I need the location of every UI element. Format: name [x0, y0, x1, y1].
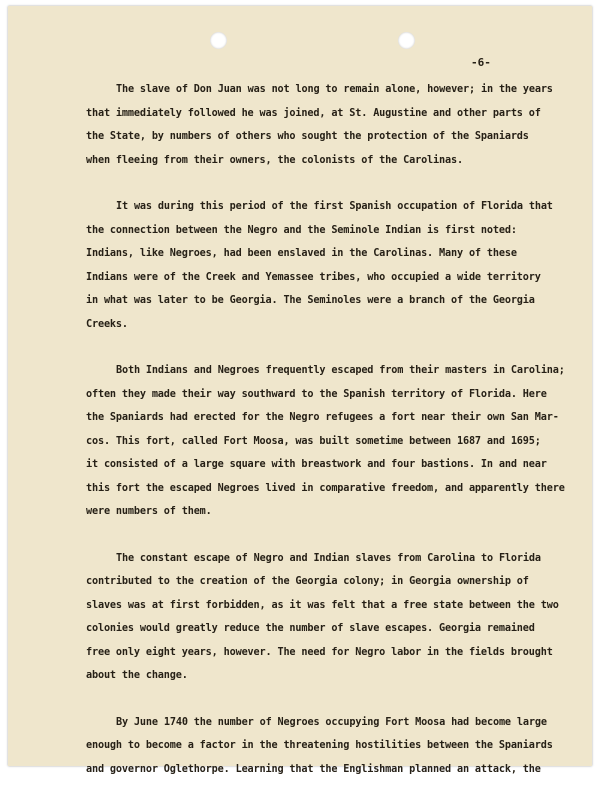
paragraph-5: [86, 711, 556, 782]
text-line: and governor Oglethorpe. Learning that the Englishman planned an attack, the: [86, 763, 541, 775]
paragraph-3: [86, 359, 565, 524]
text-line: Both Indians and Negroes frequently escaped from their masters in Carolina;: [116, 365, 565, 376]
text-line: when fleeing from their owners, the colonists of the Carolinas.: [86, 154, 463, 166]
text-line: Creeks.: [86, 318, 128, 330]
text-line: slaves was at first forbidden, as it was felt that a free state between the two: [86, 599, 559, 611]
text-line: enough to become a factor in the threatening hostilities between the Spaniards: [86, 740, 553, 751]
text-line: the connection between the Negro and the Seminole Indian is first noted:: [86, 224, 517, 236]
body-text: [86, 78, 565, 804]
text-line: free only eight years, however. The need for Negro labor in the fields brought: [86, 646, 553, 658]
text-line: The constant escape of Negro and Indian slaves from Carolina to Florida: [116, 552, 541, 564]
paragraph-1: [86, 78, 556, 172]
text-line: the State, by numbers of others who sought the protection of the Spaniards: [86, 131, 529, 142]
paragraph-4: [86, 547, 559, 688]
text-line: about the change.: [86, 670, 188, 681]
punch-hole-right: [398, 32, 415, 49]
text-line: this fort the escaped Negroes lived in comparative freedom, and apparently there: [86, 482, 565, 494]
text-line: The slave of Don Juan was not long to remain alone, however; in the years: [116, 84, 553, 95]
text-line: contributed to the creation of the Georgia colony; in Georgia ownership of: [86, 576, 529, 587]
text-line: the Spaniards had erected for the Negro refugees a fort near their own San Mar-: [86, 412, 559, 423]
text-line: were numbers of them.: [86, 506, 212, 517]
text-line: colonies would greatly reduce the number of slave escapes. Georgia remained: [86, 623, 535, 634]
text-line: cos. This fort, called Fort Moosa, was built sometime between 1687 and 1695;: [86, 435, 541, 447]
text-line: in what was later to be Georgia. The Seminoles were a branch of the Georgia: [86, 295, 535, 306]
text-line: It was during this period of the first Spanish occupation of Florida that: [116, 201, 553, 212]
text-line: that immediately followed he was joined, at St. Augustine and other parts of: [86, 107, 541, 119]
text-line: it consisted of a large square with breastwork and four bastions. In and near: [86, 459, 547, 470]
text-line: By June 1740 the number of Negroes occupying Fort Moosa had become large: [116, 716, 547, 728]
text-line: Indians, like Negroes, had been enslaved in the Carolinas. Many of these: [86, 248, 517, 259]
text-line: often they made their way southward to the Spanish territory of Florida. Here: [86, 388, 547, 400]
document-page: [8, 6, 592, 775]
paragraph-2: [86, 195, 556, 336]
punch-hole-left: [210, 32, 227, 49]
page-number: -6-: [471, 56, 491, 69]
text-line: Indians were of the Creek and Yemassee tribes, who occupied a wide territory: [86, 271, 541, 283]
